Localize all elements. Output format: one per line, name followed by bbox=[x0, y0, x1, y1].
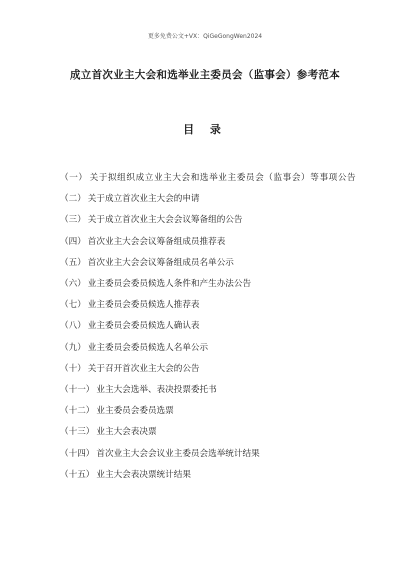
toc-item-text: 首次业主大会会议筹备组成员名单公示 bbox=[87, 257, 234, 268]
toc-item bbox=[60, 401, 365, 422]
toc-item bbox=[60, 168, 365, 189]
toc-item-number: （六） bbox=[60, 279, 86, 290]
toc-item-number: （十二） bbox=[60, 406, 95, 417]
toc-item-number: （十三） bbox=[60, 427, 95, 438]
toc-item bbox=[60, 274, 365, 295]
toc-item bbox=[60, 232, 365, 253]
toc-item-text: 业主委员会委员选票 bbox=[96, 406, 174, 417]
toc-item-text: 业主委员会委员候选人推荐表 bbox=[87, 300, 200, 311]
watermark-text: 更多免费公文+VX：QiGeGongWen2024 bbox=[147, 33, 263, 40]
toc-item-number: （二） bbox=[60, 194, 86, 205]
toc-item bbox=[60, 465, 365, 486]
toc-item bbox=[60, 253, 365, 274]
toc-item-number: （十五） bbox=[60, 469, 95, 480]
toc-item-text: 关于召开首次业主大会的公告 bbox=[87, 363, 200, 374]
toc-item-text: 业主大会表决票 bbox=[96, 427, 157, 438]
toc-item-number: （五） bbox=[60, 257, 86, 268]
toc-item bbox=[60, 444, 365, 465]
toc-item-number: （四） bbox=[60, 236, 86, 247]
toc-item-number: （十一） bbox=[60, 385, 95, 396]
toc-item-text: 关于拟组织成立业主大会和选举业主委员会（监事会）等事项公告 bbox=[89, 173, 357, 183]
toc-item bbox=[60, 189, 365, 210]
toc-item-number: （九） bbox=[60, 342, 86, 353]
toc-item bbox=[60, 295, 365, 316]
toc-item bbox=[60, 316, 365, 337]
toc-item bbox=[60, 210, 365, 231]
toc-item-text: 业主大会表决票统计结果 bbox=[96, 469, 191, 480]
toc-item-text: 首次业主大会会议业主委员会选举统计结果 bbox=[96, 448, 260, 459]
toc-heading: 目 录 bbox=[183, 123, 227, 136]
toc-item-text: 首次业主大会会议筹备组成员推荐表 bbox=[87, 236, 226, 247]
toc-item-number: （十四） bbox=[60, 448, 95, 459]
table-of-contents bbox=[60, 168, 365, 486]
toc-item-text: 关于成立首次业主大会的申请 bbox=[87, 194, 200, 205]
toc-item-number: （三） bbox=[60, 215, 86, 226]
toc-item bbox=[60, 359, 365, 380]
toc-item-number: （八） bbox=[60, 321, 86, 332]
toc-item-number: （一） bbox=[60, 173, 88, 183]
toc-item-text: 关于成立首次业主大会会议筹备组的公告 bbox=[87, 215, 243, 226]
toc-item bbox=[60, 422, 365, 443]
document-title: 成立首次业主大会和选举业主委员会（监事会）参考范本 bbox=[70, 69, 340, 81]
toc-item bbox=[60, 338, 365, 359]
toc-item-text: 业主委员会委员候选人确认表 bbox=[87, 321, 200, 332]
toc-item-number: （七） bbox=[60, 300, 86, 311]
toc-item-text: 业主大会选举、表决投票委托书 bbox=[96, 385, 217, 396]
toc-item-text: 业主委员会委员候选人条件和产生办法公告 bbox=[87, 279, 252, 290]
toc-item bbox=[60, 380, 365, 401]
toc-item-text: 业主委员会委员候选人名单公示 bbox=[87, 342, 209, 353]
toc-item-number: （十） bbox=[60, 363, 86, 374]
